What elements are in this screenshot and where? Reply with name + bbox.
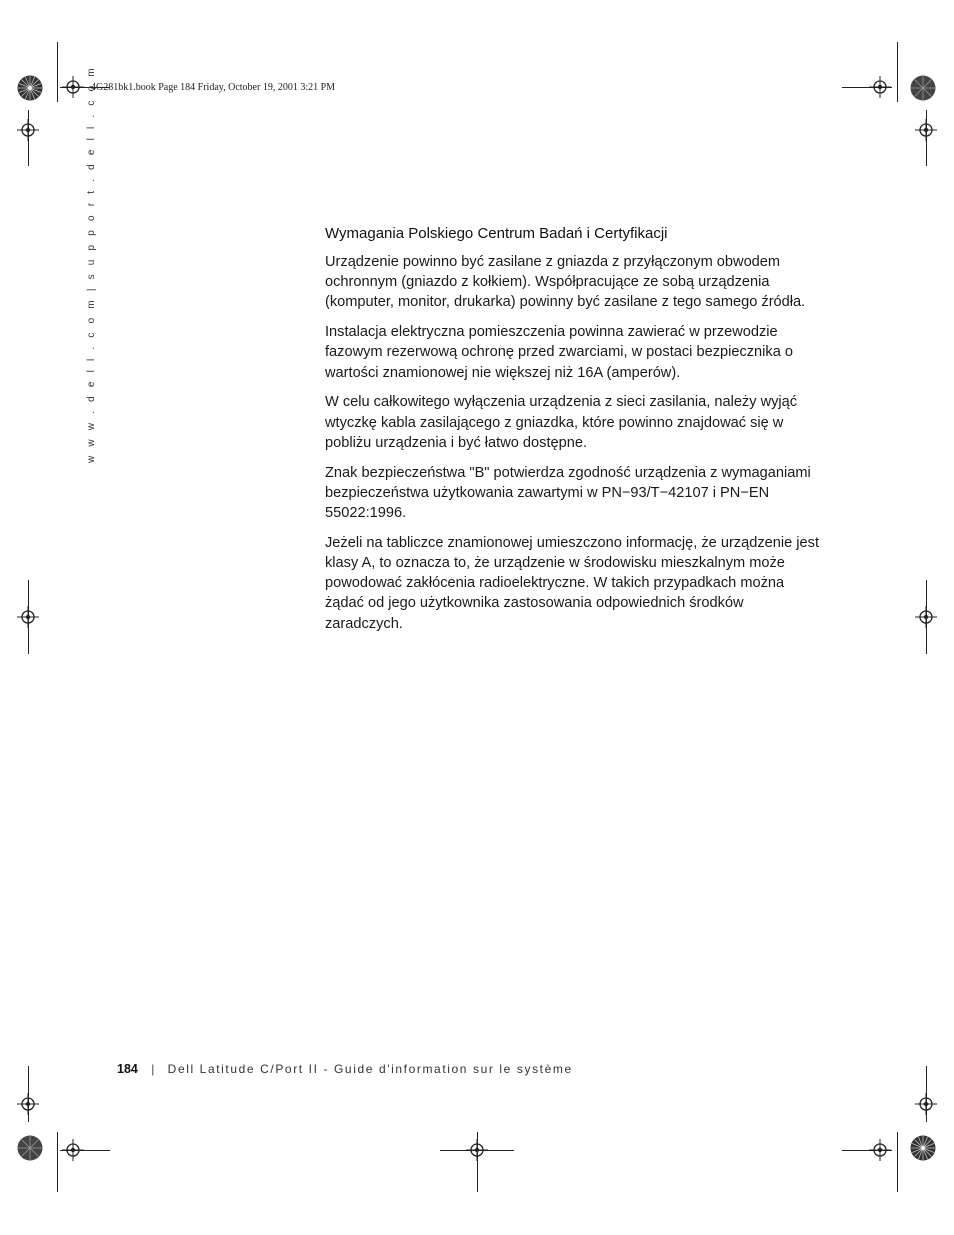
paragraph: Instalacja elektryczna pomieszczenia powinna zawierać w przewodzie fazowym rezerwową ochronę przed zwarciami, w postaci bezpiecznika o wartości znamionowej nie większej niż 16A (amperów). (325, 324, 794, 381)
main-content (325, 224, 825, 643)
registration-target-icon (869, 1139, 891, 1161)
paragraph: W celu całkowitego wyłączenia urządzenia z sieci zasilania, należy wyjąć wtyczkę kabla zasilającego z gniazdka, które powinno znajdować się w pobliżu urządzenia i być łatwo dostępne. (325, 394, 798, 451)
sunburst-mark-icon (910, 1135, 936, 1161)
side-url-label: w w w . d e l l . c o m | s u p p o r t . d e l l . c o m (86, 65, 97, 463)
paragraph: Znak bezpieczeństwa "B" potwierdza zgodność urządzenia z wymaganiami bezpieczeństwa użytkowania zawartymi w PN−93/T−42107 i PN−EN 55022:1996. (325, 464, 811, 522)
sunburst-mark-icon (17, 1135, 43, 1161)
paragraph: Jeżeli na tabliczce znamionowej umieszczono informację, że urządzenie jest klasy A, to oznacza to, że urządzenie w środowisku mieszkalnym może powodować zakłócenia radioelektryczne. W takich przypadkach można żądać od jego użytkownika zastosowania odpowiednich środków zaradczych. (325, 534, 819, 632)
crop-line (897, 1132, 898, 1192)
registration-target-icon (869, 76, 891, 98)
registration-target-icon (17, 606, 39, 628)
crop-line (57, 42, 58, 102)
registration-target-icon (915, 119, 937, 141)
print-header-stamp: 4G281bk1.book Page 184 Friday, October 19, 2001 3:21 PM (91, 82, 336, 93)
footer-separator: | (151, 1062, 155, 1076)
sunburst-mark-icon (910, 75, 936, 101)
crop-line (897, 42, 898, 102)
section-title: Wymagania Polskiego Centrum Badań i Certyfikacji (325, 225, 668, 242)
registration-target-icon (915, 606, 937, 628)
registration-target-icon (17, 119, 39, 141)
page-number: 184 (117, 1062, 138, 1076)
registration-target-icon (466, 1139, 488, 1161)
sunburst-mark-icon (17, 75, 43, 101)
registration-target-icon (915, 1093, 937, 1115)
registration-target-icon (62, 1139, 84, 1161)
footer-title: Dell Latitude C/Port II - Guide d'information sur le système (167, 1062, 573, 1076)
page-footer (117, 1062, 573, 1076)
crop-line (57, 1132, 58, 1192)
paragraph: Urządzenie powinno być zasilane z gniazda z przyłączonym obwodem ochronnym (gniazdo z kołkiem). Współpracujące ze sobą urządzenia (komputer, monitor, drukarka) powinny być zasilane z tego samego źródła. (325, 254, 806, 311)
registration-target-icon (62, 76, 84, 98)
registration-target-icon (17, 1093, 39, 1115)
